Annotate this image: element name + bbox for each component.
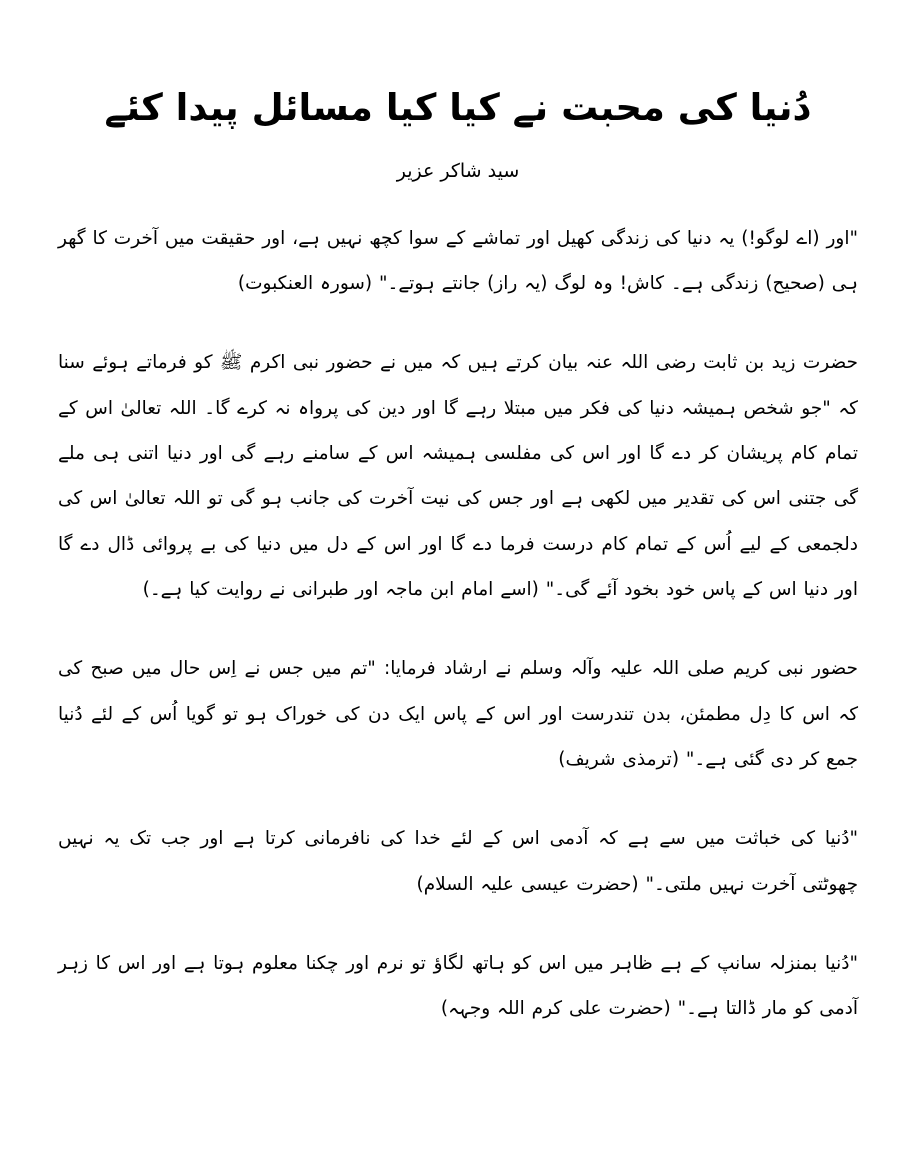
page-title: دُنیا کی محبت نے کیا کیا مسائل پیدا کئے — [104, 86, 812, 129]
paragraph-quran-quote: "اور (اے لوگو!) یہ دنیا کی زندگی کھیل اور تماشے کے سوا کچھ نہیں ہے، اور حقیقت میں آخرت کا گھر ہی (صحیح) زندگی ہے۔ کاش! وہ لوگ (یہ راز) جانتے ہوتے۔" (سورہ العنکبوت) — [58, 227, 858, 295]
paragraph-hadith-tirmidhi: حضور نبی کریم صلی اللہ علیہ وآلہ وسلم نے ارشاد فرمایا: "تم میں جس نے اِس حال میں صبح کی کہ اس کا دِل مطمئن، بدن تندرست اور اس کے پاس ایک دن کی خوراک ہو تو گویا اُس کے لئے دُنیا جمع کر دی گئی ہے۔" (ترمذی شریف) — [58, 658, 858, 770]
author-byline: سید شاکر عزیر — [396, 159, 520, 182]
paragraph-quote-isa: "دُنیا کی خباثت میں سے ہے کہ آدمی اس کے لئے خدا کی نافرمانی کرتا ہے اور جب تک یہ نہیں چھوٹتی آخرت نہیں ملتی۔" (حضرت عیسی علیہ السلام) — [58, 828, 858, 895]
paragraph-hadith-zaid-bin-thabit: حضرت زید بن ثابت رضی اللہ عنہ بیان کرتے ہیں کہ میں نے حضور نبی اکرم ﷺ کو فرماتے ہوئے سنا کہ "جو شخص ہمیشہ دنیا کی فکر میں مبتلا رہے گا اور دین کی پرواہ نہ کرے گا۔ اللہ تعالیٰ اس کے تمام کام پریشان کر دے گا اور اس کی مفلسی ہمیشہ اس کے سامنے رہے گی اور دنیا اتنی ہی ملے گی جتنی اس کی تقدیر میں لکھی ہے اور جس کی نیت آخرت کی جانب ہو گی تو اللہ تعالیٰ اس کی دلجمعی کے لیے اُس کے تمام کام درست فرما دے گا اور اس کے دل میں دنیا کی بے پروائی ڈال دے گا اور دنیا اس کے پاس خود بخود آئے گی۔" (اسے امام ابن ماجہ اور طبرانی نے روایت کیا ہے۔) — [58, 352, 858, 600]
paragraph-quote-ali: "دُنیا بمنزلہ سانپ کے ہے ظاہر میں اس کو ہاتھ لگاؤ تو نرم اور چکنا معلوم ہوتا ہے اور اس کا زہر آدمی کو مار ڈالتا ہے۔" (حضرت علی کرم اللہ وجہہ) — [58, 952, 858, 1020]
